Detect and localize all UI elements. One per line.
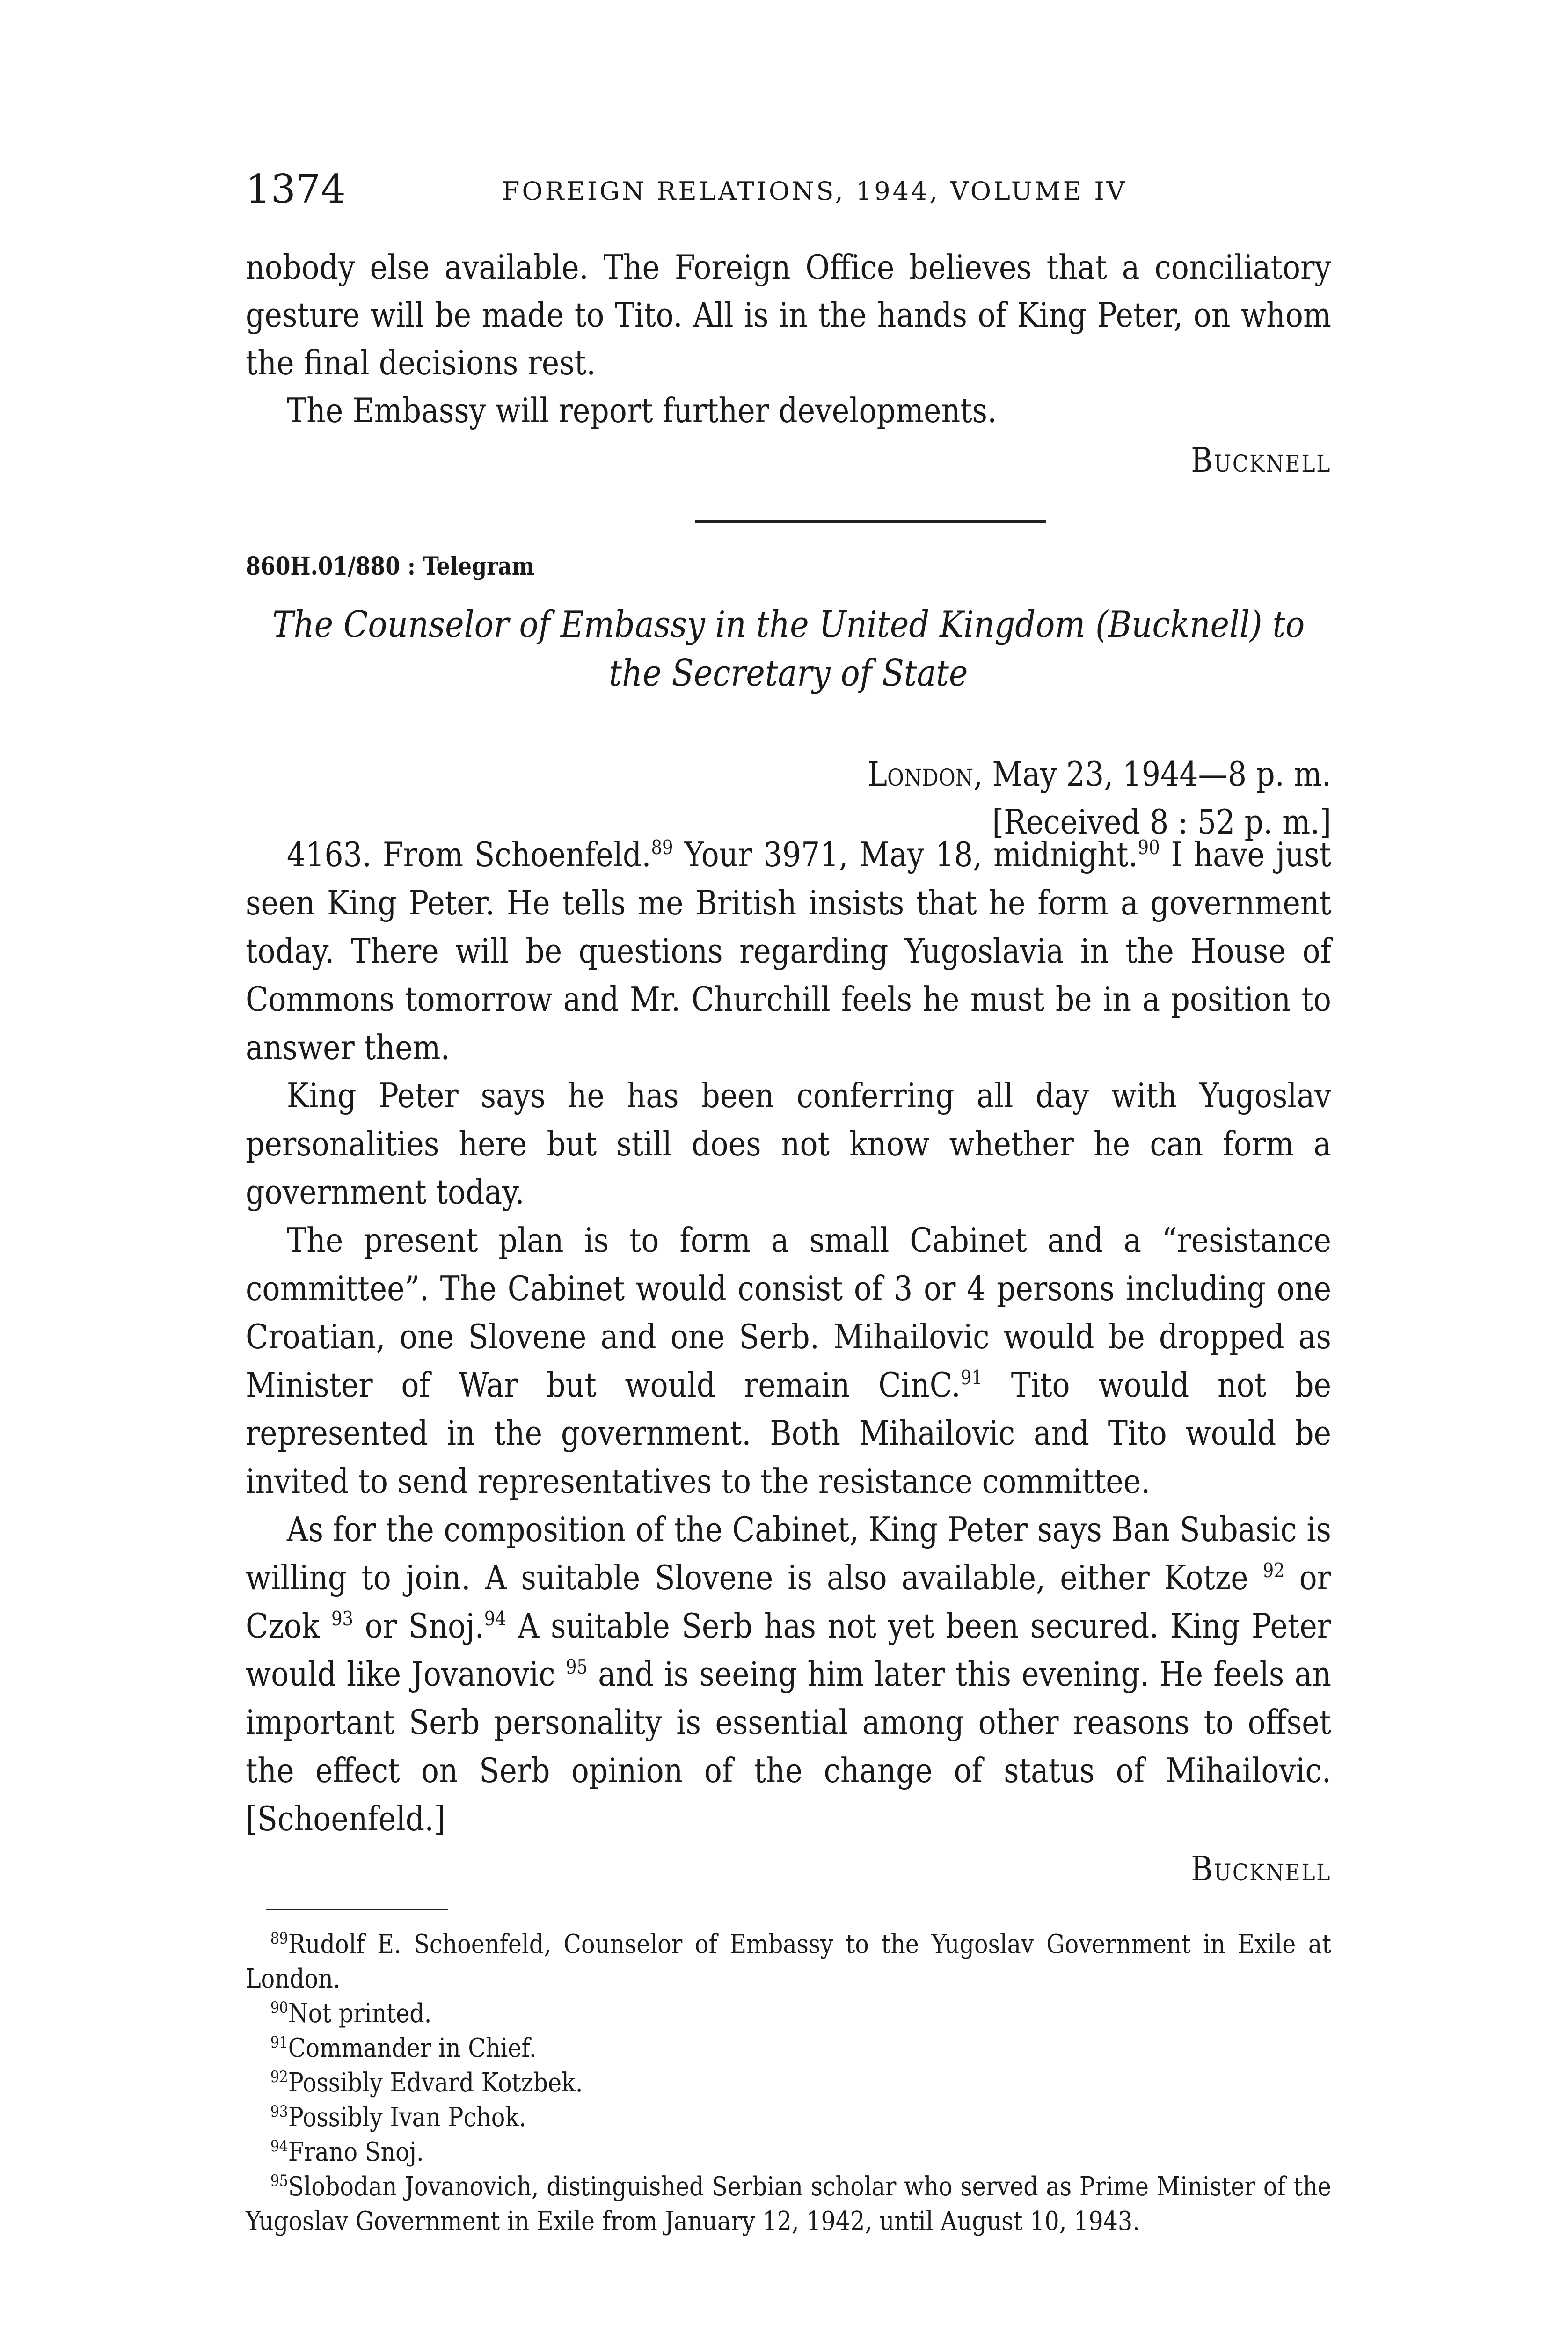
telegram-paragraph-1 (246, 831, 1331, 1072)
footnote-number: 90 (270, 1998, 288, 2017)
footnote-93 (246, 2100, 1331, 2135)
text-run: or Snoj. (353, 1606, 484, 1645)
footnote-ref-95: 95 (565, 1655, 588, 1678)
footnote-ref-93: 93 (331, 1607, 353, 1630)
dateline (246, 750, 1331, 798)
footnote-text: Commander in Chief. (288, 2033, 537, 2063)
dateline-date: , May 23, 1944—8 p. m. (973, 754, 1332, 794)
footnote-92 (246, 2066, 1331, 2100)
footnote-text: Slobodan Jovanovich, distinguished Serbian scholar who served as Prime Minister of the Yugoslav Government in Exile from January 12, 1942, until August 10, 1943. (246, 2172, 1332, 2237)
document-title: The Counselor of Embassy in the United Kingdom (Bucknell) to the Secretary of State (272, 604, 1305, 695)
telegram-paragraph-3 (246, 1216, 1331, 1506)
footnote-ref-94: 94 (484, 1607, 506, 1630)
footnote-number: 93 (270, 2102, 288, 2121)
footnotes (246, 1927, 1331, 2239)
text-run: or Czok (246, 1558, 1332, 1645)
footnote-89 (246, 1927, 1331, 1996)
text-run: As for the composition of the Cabinet, King Peter says Ban Subasic is willing to join. A suitable Slovene is also available, either Kotze (246, 1510, 1332, 1597)
footnote-number: 95 (270, 2172, 288, 2190)
footnote-90 (246, 1996, 1331, 2031)
footnote-94 (246, 2135, 1331, 2170)
text-run: Tito would not be represented in the government. Both Mihailovic and Tito would be invited to send representatives to the resistance committee. (246, 1365, 1332, 1501)
footnote-divider (266, 1909, 448, 1910)
telegram-paragraph-4 (246, 1506, 1331, 1843)
received-line: [Received 8 : 52 p. m.] (992, 802, 1332, 841)
footnote-number: 94 (270, 2137, 288, 2156)
text-run: 4163. From Schoenfeld. (286, 835, 651, 874)
continued-paragraph-1: nobody else available. The Foreign Office believes that a conciliatory gesture will be made to Tito. All is in the hands of King Peter, on whom the final decisions rest. (246, 248, 1332, 382)
continued-text (246, 243, 1331, 484)
footnote-91 (246, 2031, 1331, 2066)
text-run: I have just seen King Peter. He tells me British insists that he form a government today. There will be questions regarding Yugoslavia in the House of Commons tomorrow and Mr. Churchill feels he must be in a position to answer them. (246, 835, 1332, 1067)
footnote-text: Possibly Edvard Kotzbek. (288, 2068, 583, 2098)
signature-1: Bucknell (1191, 440, 1332, 480)
footnote-ref-90: 90 (1138, 836, 1160, 859)
footnote-ref-89: 89 (651, 836, 673, 859)
footnote-number: 92 (270, 2068, 288, 2086)
file-reference: 860H.01/880 : Telegram (246, 552, 535, 581)
document-heading (246, 552, 1331, 846)
footnote-ref-91: 91 (960, 1366, 983, 1389)
footnote-95 (246, 2170, 1331, 2239)
text-run: and is seeing him later this evening. He feels an important Serb personality is essential among other reasons to offset the effect on Serb opinion of the change of status of Mihailovic. [Schoenfeld.] (246, 1654, 1332, 1838)
telegram-paragraph-2: King Peter says he has been conferring all day with Yugoslav personalities here but still does not know whether he can form a government today. (246, 1076, 1332, 1212)
running-title: FOREIGN RELATIONS, 1944, VOLUME IV (502, 176, 1127, 206)
text-run: Your 3971, May 18, midnight. (673, 835, 1138, 874)
footnote-text: Frano Snoj. (288, 2137, 424, 2167)
footnote-text: Rudolf E. Schoenfeld, Counselor of Embassy to the Yugoslav Government in Exile at London. (246, 1929, 1332, 1994)
page-number: 1374 (246, 166, 346, 212)
dateline-place: London (867, 754, 974, 794)
text-run: The present plan is to form a small Cabinet and a “resistance committee”. The Cabinet would consist of 3 or 4 persons including one Croatian, one Slovene and one Serb. Mihailovic would be dropped as Minister of War but would remain CinC. (246, 1221, 1332, 1404)
telegram-body (246, 831, 1331, 1893)
footnote-ref-92: 92 (1262, 1559, 1285, 1582)
footnote-text: Possibly Ivan Pchok. (288, 2102, 526, 2133)
continued-paragraph-2: The Embassy will report further developments. (286, 391, 997, 430)
footnote-text: Not printed. (288, 1998, 432, 2029)
text-run: A suitable Serb has not yet been secured. King Peter would like Jovanovic (246, 1606, 1332, 1694)
signature-2: Bucknell (1191, 1849, 1332, 1888)
footnote-number: 89 (270, 1929, 288, 1948)
footnote-number: 91 (270, 2033, 288, 2052)
page-header (246, 166, 1329, 218)
section-divider (695, 520, 1046, 523)
